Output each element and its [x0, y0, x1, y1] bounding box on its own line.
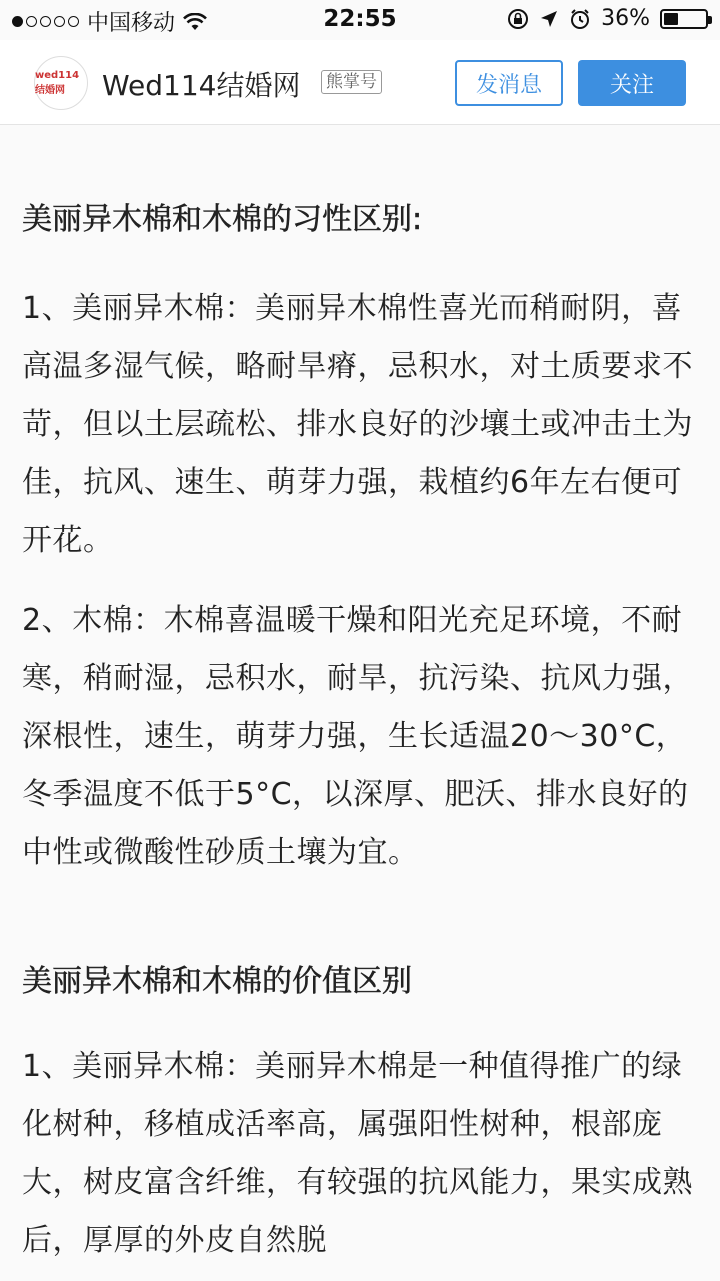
avatar-logo-text: wed114结婚网: [35, 70, 80, 96]
follow-button[interactable]: 关注: [578, 60, 686, 106]
battery-level: [664, 13, 678, 25]
alarm-icon: [569, 8, 591, 30]
carrier-label: 中国移动: [87, 11, 176, 36]
account-name[interactable]: Wed114结婚网: [102, 69, 301, 102]
status-bar: [0, 0, 720, 40]
orientation-lock-icon: [507, 8, 529, 30]
battery-percent: 36%: [601, 6, 650, 31]
section-title-habits: 美丽异木棉和木棉的习性区别:: [22, 202, 423, 237]
paragraph-habits-1: 1、美丽异木棉：美丽异木棉性喜光而稍耐阴，喜高温多湿气候，略耐旱瘠，忌积水，对土质要求不苛，但以土层疏松、排水良好的沙壤土或冲击土为佳，抗风、速生、萌芽力强，栽植约6年左右便可开花。: [22, 291, 693, 558]
article-body: [22, 124, 702, 1270]
location-arrow-icon: [539, 9, 559, 29]
account-header: [0, 40, 720, 125]
account-badge: 熊掌号: [321, 70, 382, 94]
avatar[interactable]: [34, 56, 88, 110]
status-right: [507, 6, 708, 31]
battery-icon: [660, 9, 708, 29]
status-time: 22:55: [323, 6, 397, 32]
section-title-value: 美丽异木棉和木棉的价值区别: [22, 964, 412, 999]
send-message-button[interactable]: 发消息: [455, 60, 563, 106]
paragraph-value-1: 1、美丽异木棉：美丽异木棉是一种值得推广的绿化树种，移植成活率高，属强阳性树种，根部庞大，树皮富含纤维，有较强的抗风能力，果实成熟后，厚厚的外皮自然脱: [22, 1049, 693, 1258]
paragraph-habits-2: 2、木棉：木棉喜温暖干燥和阳光充足环境，不耐寒，稍耐湿，忌积水，耐旱，抗污染、抗风力强，深根性，速生，萌芽力强，生长适温20～30°C，冬季温度不低于5°C，以深厚、肥沃、排水良好的中性或微酸性砂质土壤为宜。: [22, 603, 693, 870]
